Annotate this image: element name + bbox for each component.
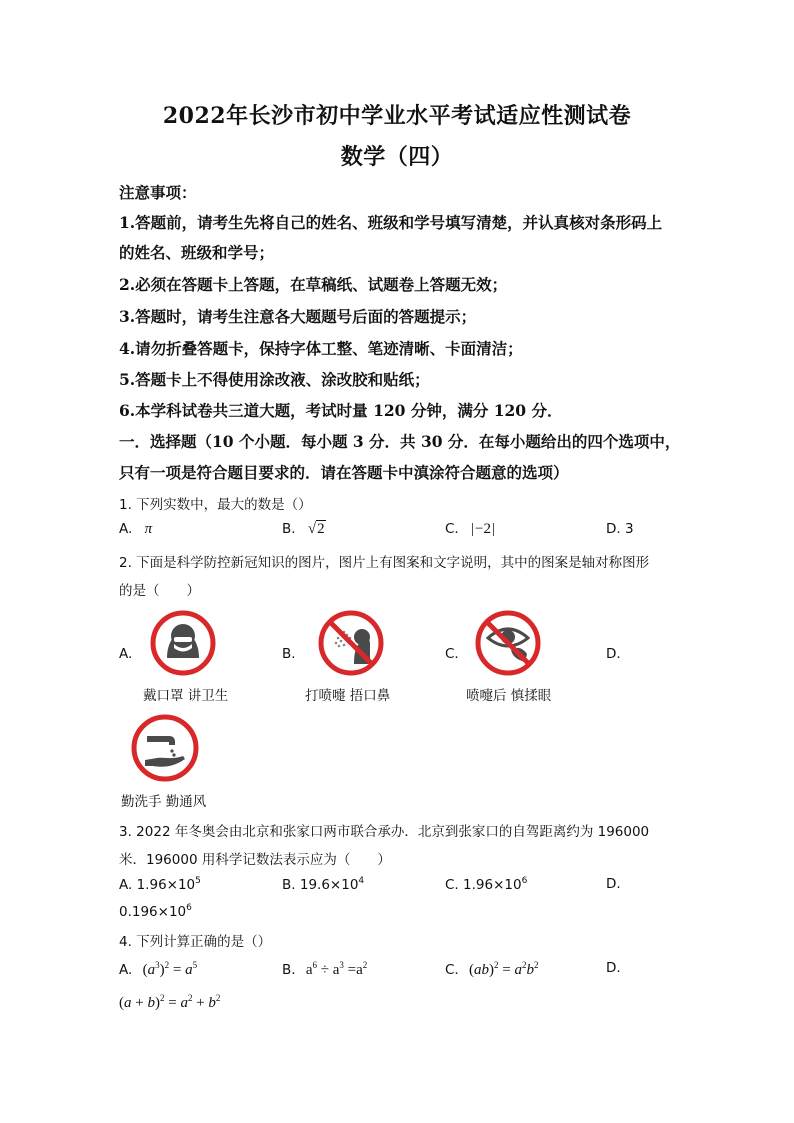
q4-b-formula: $a^6 \div a^3 =a^2$ [305, 960, 368, 978]
q1-option-d [606, 521, 634, 537]
q2-c-caption: 喷嚏后 慎揉眼 [466, 688, 552, 704]
q3-b-exp: 4 [358, 876, 365, 886]
note-6: 6.本学科试卷共三道大题，考试时量 120 分钟，满分 120 分． [119, 401, 563, 420]
q4-c-label: C. [445, 962, 459, 978]
q3-option-c [445, 876, 527, 893]
q4-a-formula: $(a^3)^2 = a^5$ [142, 960, 198, 978]
q4-d-formula: $(a + b)^2 = a^2 + b^2$ [119, 993, 221, 1011]
note-4: 4.请勿折叠答题卡，保持字体工整、笔迹清晰、卡面清洁； [119, 339, 523, 358]
q4-a-label: A. [119, 962, 133, 978]
q3-b-label: B. [282, 877, 296, 893]
q1-option-a [119, 521, 152, 538]
q3-c-mantissa: 1.96×10 [463, 877, 522, 893]
exam-subtitle: 数学（四） [340, 144, 454, 170]
q2-stem-line-1: 2. 下面是科学防控新冠知识的图片，图片上有图案和文字说明，其中的图案是轴对称图形 [119, 555, 650, 571]
q4-stem: 4. 下列计算正确的是（） [119, 934, 272, 950]
note-3: 3.答题时，请考生注意各大题题号后面的答题提示； [119, 307, 477, 326]
q1-b-value: √2 [307, 521, 325, 537]
note-1-line-1: 1.答题前，请考生先将自己的姓名、班级和学号填写清楚，并认真核对条形码上 [119, 213, 663, 232]
q3-d-label: D. [606, 876, 621, 892]
q4-c-formula: $(ab)^2 = a^2b^2$ [469, 960, 539, 978]
q3-c-exp: 6 [521, 876, 528, 886]
q4-d-label: D. [606, 960, 621, 976]
q2-a-caption: 戴口罩 讲卫生 [143, 688, 229, 704]
q2-a-label: A. [119, 646, 133, 662]
q2-b-label: B. [282, 646, 296, 662]
notes-heading: 注意事项： [119, 183, 197, 202]
sneeze-sign-icon [318, 610, 384, 676]
q2-d-caption: 勤洗手 勤通风 [121, 794, 207, 810]
q3-a-exp: 5 [195, 876, 201, 886]
q3-d-exp: 6 [186, 903, 192, 913]
q3-stem-line-1: 3. 2022 年冬奥会由北京和张家口两市联合承办．北京到张家口的自驾距离约为 196000 [119, 824, 650, 840]
handwash-sign-icon [131, 714, 199, 782]
q4-option-d-formula [119, 993, 220, 1012]
q1-a-value: π [144, 521, 153, 537]
eye-sign-icon [475, 610, 541, 676]
q1-b-label: B. [282, 521, 296, 537]
note-1-line-2: 的姓名、班级和学号； [119, 243, 275, 262]
q3-c-label: C. [445, 877, 459, 893]
q2-b-caption: 打喷嚏 捂口鼻 [305, 688, 391, 704]
q3-a-mantissa: 1.96×10 [136, 877, 196, 893]
section-1-line-2: 只有一项是符合题目要求的．请在答题卡中滇涂符合题意的选项） [119, 463, 569, 482]
q3-a-label: A. [119, 877, 133, 893]
q1-stem: 1. 下列实数中，最大的数是（） [119, 497, 312, 513]
q3-option-d-value [119, 903, 192, 920]
q1-option-c [445, 521, 495, 538]
q1-option-b [282, 521, 326, 538]
q4-option-b [282, 960, 367, 979]
q3-stem-line-2: 米．196000 用科学记数法表示应为（ ） [119, 852, 391, 868]
note-5: 5.答题卡上不得使用涂改液、涂改胶和贴纸； [119, 370, 430, 389]
q1-a-label: A. [119, 521, 133, 537]
q4-option-c [445, 960, 538, 979]
q2-stem-line-2: 的是（ ） [119, 583, 200, 599]
section-1-line-1: 一．选择题（10 个小题．每小题 3 分．共 30 分．在每小题给出的四个选项中， [119, 432, 681, 451]
q1-c-label: C. [445, 521, 459, 537]
q1-c-value: |−2| [471, 521, 496, 537]
q3-option-a [119, 876, 201, 893]
q4-b-label: B. [282, 962, 296, 978]
q4-option-a [119, 960, 197, 979]
q1-d-label: D. [606, 521, 621, 537]
note-2: 2.必须在答题卡上答题，在草稿纸、试题卷上答题无效； [119, 275, 508, 294]
mask-sign-icon [150, 610, 216, 676]
q3-b-mantissa: 19.6×10 [299, 877, 359, 893]
q1-b-radicand: 2 [317, 521, 325, 537]
q3-d-mantissa: 0.196×10 [119, 904, 187, 920]
q2-c-label: C. [445, 646, 459, 662]
exam-title: 2022年长沙市初中学业水平考试适应性测试卷 [162, 103, 632, 129]
q3-option-b [282, 876, 364, 893]
q1-d-value: 3 [624, 521, 634, 537]
q2-d-label: D. [606, 646, 621, 662]
